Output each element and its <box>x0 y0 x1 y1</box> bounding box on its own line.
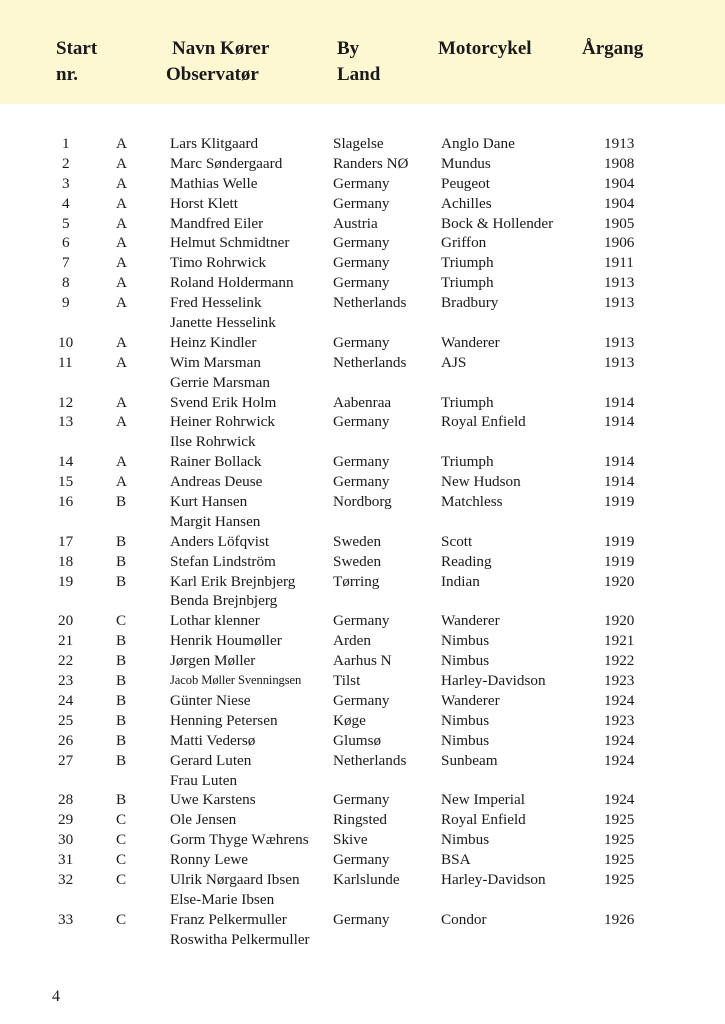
year: 1920 <box>604 572 635 590</box>
start-number: 9 <box>62 294 70 312</box>
header-year-label: Årgang <box>582 38 644 59</box>
class: A <box>116 333 127 351</box>
year: 1913 <box>604 353 635 371</box>
header-name <box>166 36 269 88</box>
start-number: 29 <box>58 811 74 829</box>
participant-name: Roland Holdermann <box>170 274 294 292</box>
table-row <box>0 154 725 174</box>
participant-name: Heinz Kindler <box>170 333 257 351</box>
participant-name: Wim Marsman <box>170 353 261 371</box>
table-header <box>0 0 725 104</box>
motorcycle: BSA <box>441 851 471 869</box>
participant-name: Günter Niese <box>170 691 251 709</box>
table-row <box>0 472 725 492</box>
year: 1906 <box>604 234 635 252</box>
table-row <box>0 412 725 432</box>
table-row <box>0 790 725 810</box>
table-row <box>0 830 725 850</box>
class: A <box>116 214 127 232</box>
participant-name: Gerrie Marsman <box>170 373 270 391</box>
header-city-label: By <box>337 38 360 59</box>
table-row <box>0 572 725 592</box>
participant-name: Jørgen Møller <box>170 652 256 670</box>
city-country: Germany <box>333 453 390 471</box>
participant-name: Timo Rohrwick <box>170 254 267 272</box>
start-number: 17 <box>58 532 74 550</box>
participant-name: Ilse Rohrwick <box>170 433 256 451</box>
motorcycle: Indian <box>441 572 480 590</box>
participant-name: Stefan Lindström <box>170 552 276 570</box>
header-nr-label: nr. <box>56 64 79 85</box>
class: B <box>116 572 127 590</box>
participant-name: Andreas Deuse <box>170 473 263 491</box>
class: B <box>116 751 127 769</box>
start-number: 10 <box>58 333 74 351</box>
table-row <box>0 751 725 771</box>
start-number: 7 <box>62 254 70 272</box>
participant-name: Matti Vedersø <box>170 731 256 749</box>
header-driver-label: Navn Kører <box>172 38 270 59</box>
year: 1913 <box>604 333 635 351</box>
header-observer-label: Observatør <box>166 64 259 85</box>
motorcycle: Mundus <box>441 154 491 172</box>
year: 1919 <box>604 552 635 570</box>
table-row <box>0 611 725 631</box>
class: C <box>116 831 127 849</box>
class: B <box>116 552 127 570</box>
city-country: Tørring <box>333 572 380 590</box>
motorcycle: Bock & Hollender <box>441 214 554 232</box>
city-country: Netherlands <box>333 294 407 312</box>
table-row <box>0 194 725 214</box>
table-row <box>0 870 725 890</box>
city-country: Ringsted <box>333 811 388 829</box>
table-row <box>0 532 725 552</box>
class: B <box>116 632 127 650</box>
start-number: 33 <box>58 910 74 928</box>
motorcycle: Condor <box>441 910 487 928</box>
start-number: 32 <box>58 870 74 888</box>
participant-name: Else-Marie Ibsen <box>170 890 275 908</box>
table-row <box>0 731 725 751</box>
year: 1914 <box>604 473 635 491</box>
participant-name: Mandfred Eiler <box>170 214 264 232</box>
year: 1913 <box>604 274 635 292</box>
table-row <box>0 651 725 671</box>
city-country: Skive <box>333 831 368 849</box>
motorcycle: Achilles <box>441 194 492 212</box>
class: B <box>116 711 127 729</box>
class: A <box>116 274 127 292</box>
year: 1925 <box>604 851 635 869</box>
year: 1924 <box>604 751 635 769</box>
city-country: Germany <box>333 791 390 809</box>
motorcycle: Triumph <box>441 254 494 272</box>
participant-name: Margit Hansen <box>170 512 261 530</box>
start-number: 22 <box>58 652 74 670</box>
start-number: 16 <box>58 493 74 511</box>
city-country: Aarhus N <box>333 652 392 670</box>
year: 1905 <box>604 214 635 232</box>
motorcycle: Nimbus <box>441 652 490 670</box>
motorcycle: Wanderer <box>441 333 500 351</box>
participant-name: Benda Brejnbjerg <box>170 592 278 610</box>
table-row <box>0 452 725 472</box>
table-row <box>0 930 725 950</box>
table-row <box>0 552 725 572</box>
participant-name: Lothar klenner <box>170 612 260 630</box>
participant-name: Janette Hesselink <box>170 314 276 332</box>
city-country: Slagelse <box>333 135 384 152</box>
start-number: 30 <box>58 831 74 849</box>
city-country: Germany <box>333 274 390 292</box>
page-number: 4 <box>52 988 60 1005</box>
class: A <box>116 294 127 312</box>
table-row <box>0 492 725 512</box>
start-number: 27 <box>58 751 74 769</box>
start-number: 18 <box>58 552 74 570</box>
header-start-label: Start <box>56 38 98 59</box>
city-country: Karlslunde <box>333 870 400 888</box>
start-number: 24 <box>58 691 74 709</box>
motorcycle: Griffon <box>441 234 487 252</box>
header-start-nr <box>56 36 97 88</box>
table-row <box>0 631 725 651</box>
table-row <box>0 333 725 353</box>
motorcycle: Nimbus <box>441 731 490 749</box>
city-country: Sweden <box>333 552 382 570</box>
motorcycle: Wanderer <box>441 612 500 630</box>
participant-list <box>0 134 725 950</box>
year: 1922 <box>604 652 635 670</box>
start-number: 6 <box>62 234 70 252</box>
class: A <box>116 254 127 272</box>
participant-name: Rainer Bollack <box>170 453 262 471</box>
year: 1925 <box>604 811 635 829</box>
start-number: 31 <box>58 851 74 869</box>
start-number: 23 <box>58 672 74 690</box>
class: A <box>116 135 127 152</box>
city-country: Germany <box>333 333 390 351</box>
start-number: 8 <box>62 274 70 292</box>
class: A <box>116 413 127 431</box>
motorcycle: Peugeot <box>441 174 490 192</box>
participant-name: Uwe Karstens <box>170 791 256 809</box>
class: B <box>116 691 127 709</box>
motorcycle: Royal Enfield <box>441 811 526 829</box>
header-motorcycle-label: Motorcykel <box>438 38 532 59</box>
city-country: Germany <box>333 612 390 630</box>
table-row <box>0 233 725 253</box>
table-row <box>0 771 725 791</box>
motorcycle: Nimbus <box>441 711 490 729</box>
participant-name: Ronny Lewe <box>170 851 249 869</box>
city-country: Germany <box>333 910 390 928</box>
year: 1926 <box>604 910 635 928</box>
motorcycle: AJS <box>441 353 467 371</box>
class: B <box>116 791 127 809</box>
motorcycle: Triumph <box>441 453 494 471</box>
class: A <box>116 453 127 471</box>
participant-name: Henrik Houmøller <box>170 632 282 650</box>
table-row <box>0 591 725 611</box>
participant-name: Marc Søndergaard <box>170 154 283 172</box>
motorcycle: Triumph <box>441 393 494 411</box>
class: C <box>116 851 127 869</box>
class: B <box>116 731 127 749</box>
start-number: 20 <box>58 612 74 630</box>
table-row <box>0 393 725 413</box>
class: A <box>116 473 127 491</box>
year: 1925 <box>604 870 635 888</box>
table-row <box>0 810 725 830</box>
year: 1919 <box>604 493 635 511</box>
city-country: Arden <box>333 632 371 650</box>
city-country: Germany <box>333 234 390 252</box>
motorcycle: New Hudson <box>441 473 521 491</box>
start-number: 25 <box>58 711 74 729</box>
participant-name: Fred Hesselink <box>170 294 262 312</box>
city-country: Germany <box>333 473 390 491</box>
class: A <box>116 154 127 172</box>
year: 1920 <box>604 612 635 630</box>
table-row <box>0 313 725 333</box>
participant-name: Heiner Rohrwick <box>170 413 276 431</box>
class: C <box>116 612 127 630</box>
year: 1913 <box>604 294 635 312</box>
year: 1911 <box>604 254 634 272</box>
city-country: Aabenraa <box>333 393 392 411</box>
city-country: Germany <box>333 691 390 709</box>
class: A <box>116 194 127 212</box>
participant-name: Henning Petersen <box>170 711 278 729</box>
motorcycle: Harley-Davidson <box>441 672 546 690</box>
class: C <box>116 811 127 829</box>
participant-name: Anders Löfqvist <box>170 532 270 550</box>
city-country: Glumsø <box>333 731 382 749</box>
class: B <box>116 672 127 690</box>
start-number: 4 <box>62 194 70 212</box>
table-row <box>0 691 725 711</box>
table-row <box>0 432 725 452</box>
start-number: 14 <box>58 453 74 471</box>
table-row <box>0 273 725 293</box>
year: 1924 <box>604 691 635 709</box>
header-city-country <box>337 36 380 88</box>
city-country: Germany <box>333 851 390 869</box>
motorcycle: Nimbus <box>441 632 490 650</box>
start-number: 21 <box>58 632 74 650</box>
class: B <box>116 652 127 670</box>
start-number: 2 <box>62 154 70 172</box>
participant-name: Gorm Thyge Wæhrens <box>170 831 309 849</box>
year: 1919 <box>604 532 635 550</box>
start-number: 12 <box>58 393 74 411</box>
year: 1914 <box>604 453 635 471</box>
class: A <box>116 393 127 411</box>
class: C <box>116 910 127 928</box>
participant-name: Roswitha Pelkermuller <box>170 930 310 948</box>
motorcycle: Sunbeam <box>441 751 498 769</box>
class: C <box>116 870 127 888</box>
participant-name: Gerard Luten <box>170 751 252 769</box>
start-number: 19 <box>58 572 74 590</box>
start-number: 15 <box>58 473 74 491</box>
city-country: Austria <box>333 214 378 232</box>
header-country-label: Land <box>337 64 381 85</box>
year: 1921 <box>604 632 635 650</box>
start-number: 28 <box>58 791 74 809</box>
participant-name: Svend Erik Holm <box>170 393 277 411</box>
city-country: Germany <box>333 254 390 272</box>
year: 1904 <box>604 194 635 212</box>
city-country: Germany <box>333 194 390 212</box>
city-country: Netherlands <box>333 751 407 769</box>
start-number: 3 <box>62 174 70 192</box>
participant-name: Jacob Møller Svenningsen <box>170 673 302 688</box>
header-motorcycle <box>438 36 532 62</box>
start-number: 13 <box>58 413 74 431</box>
class: B <box>116 493 127 511</box>
motorcycle: Anglo Dane <box>441 135 515 152</box>
start-number: 26 <box>58 731 74 749</box>
year: 1914 <box>604 413 635 431</box>
year: 1923 <box>604 672 635 690</box>
table-row <box>0 353 725 373</box>
participant-name: Lars Klitgaard <box>170 135 259 152</box>
year: 1923 <box>604 711 635 729</box>
year: 1914 <box>604 393 635 411</box>
motorcycle: Scott <box>441 532 473 550</box>
table-row <box>0 174 725 194</box>
city-country: Germany <box>333 413 390 431</box>
participant-name: Ole Jensen <box>170 811 237 829</box>
city-country: Nordborg <box>333 493 392 511</box>
participant-name: Frau Luten <box>170 771 238 789</box>
city-country: Sweden <box>333 532 382 550</box>
participant-name: Horst Klett <box>170 194 238 212</box>
city-country: Tilst <box>333 672 361 690</box>
class: A <box>116 174 127 192</box>
start-number: 5 <box>62 214 70 232</box>
participant-name: Franz Pelkermuller <box>170 910 287 928</box>
header-year <box>582 36 643 62</box>
motorcycle: Nimbus <box>441 831 490 849</box>
start-number: 11 <box>58 353 73 371</box>
year: 1913 <box>604 135 635 152</box>
table-row <box>0 134 725 154</box>
table-row <box>0 711 725 731</box>
participant-name: Kurt Hansen <box>170 493 248 511</box>
city-country: Germany <box>333 174 390 192</box>
participant-name: Mathias Welle <box>170 174 258 192</box>
year: 1904 <box>604 174 635 192</box>
motorcycle: Bradbury <box>441 294 499 312</box>
table-row <box>0 293 725 313</box>
motorcycle: New Imperial <box>441 791 525 809</box>
table-row <box>0 671 725 691</box>
year: 1908 <box>604 154 635 172</box>
class: A <box>116 353 127 371</box>
motorcycle: Royal Enfield <box>441 413 526 431</box>
table-row <box>0 512 725 532</box>
motorcycle: Triumph <box>441 274 494 292</box>
year: 1924 <box>604 791 635 809</box>
table-row <box>0 890 725 910</box>
city-country: Netherlands <box>333 353 407 371</box>
motorcycle: Harley-Davidson <box>441 870 546 888</box>
participant-name: Ulrik Nørgaard Ibsen <box>170 870 300 888</box>
motorcycle: Reading <box>441 552 492 570</box>
table-row <box>0 253 725 273</box>
year: 1924 <box>604 731 635 749</box>
participant-name: Karl Erik Brejnbjerg <box>170 572 296 590</box>
motorcycle: Matchless <box>441 493 503 511</box>
participant-name: Helmut Schmidtner <box>170 234 290 252</box>
motorcycle: Wanderer <box>441 691 500 709</box>
class: A <box>116 234 127 252</box>
table-row <box>0 850 725 870</box>
table-row <box>0 373 725 393</box>
table-row <box>0 910 725 930</box>
city-country: Køge <box>333 711 366 729</box>
city-country: Randers NØ <box>333 154 409 172</box>
class: B <box>116 532 127 550</box>
table-row <box>0 214 725 234</box>
year: 1925 <box>604 831 635 849</box>
start-number: 1 <box>62 135 70 152</box>
